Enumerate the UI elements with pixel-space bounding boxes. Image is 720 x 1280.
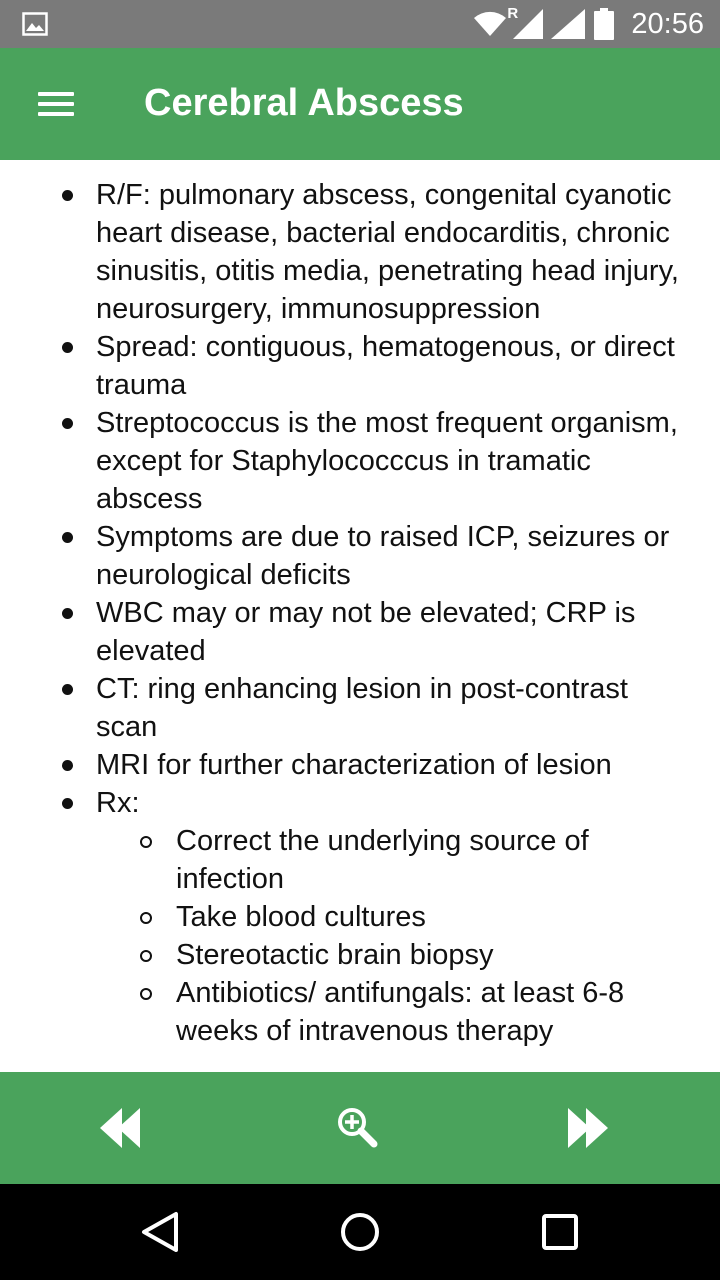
bullet-icon xyxy=(62,608,73,619)
list-item xyxy=(0,784,720,1050)
list-item xyxy=(0,670,720,746)
cell-signal-roaming-icon xyxy=(507,5,543,39)
list-item xyxy=(0,176,720,328)
bottom-toolbar xyxy=(0,1072,720,1184)
roaming-indicator: R xyxy=(507,5,519,22)
list-item-text: Streptococcus is the most frequent organism, except for Staphylococccus in tramatic abscess xyxy=(96,407,678,515)
sublist-item-text: Stereotactic brain biopsy xyxy=(176,939,494,971)
sublist-item xyxy=(96,936,692,974)
list-item-text: Symptoms are due to raised ICP, seizures or neurological deficits xyxy=(96,521,670,591)
image-notification-icon xyxy=(22,12,48,36)
home-icon[interactable] xyxy=(336,1208,384,1256)
bullet-icon xyxy=(62,418,73,429)
list-item-text: WBC may or may not be elevated; CRP is elevated xyxy=(96,597,636,667)
bullet-icon xyxy=(62,684,73,695)
sublist-item-text: Antibiotics/ antifungals: at least 6-8 weeks of intravenous therapy xyxy=(176,977,625,1047)
zoom-in-icon[interactable] xyxy=(330,1100,390,1156)
hollow-bullet-icon xyxy=(140,912,152,924)
status-icons xyxy=(465,0,704,48)
back-icon[interactable] xyxy=(136,1208,184,1256)
list-item xyxy=(0,328,720,404)
rx-sublist xyxy=(96,822,692,1050)
cell-signal-icon xyxy=(551,9,585,39)
list-item-text: CT: ring enhancing lesion in post-contrast scan xyxy=(96,673,628,743)
previous-icon[interactable] xyxy=(92,1100,152,1156)
bullet-list xyxy=(0,176,720,1050)
article-content[interactable] xyxy=(0,160,720,1072)
list-item xyxy=(0,594,720,670)
list-item xyxy=(0,518,720,594)
wifi-icon xyxy=(473,11,507,37)
battery-icon xyxy=(593,8,615,40)
bullet-icon xyxy=(62,342,73,353)
list-item-text: MRI for further characterization of lesion xyxy=(96,749,612,781)
hollow-bullet-icon xyxy=(140,836,152,848)
system-nav-bar xyxy=(0,1184,720,1280)
sublist-item xyxy=(96,974,692,1050)
bullet-icon xyxy=(62,532,73,543)
sublist-item-text: Take blood cultures xyxy=(176,901,426,933)
sublist-item-text: Correct the underlying source of infection xyxy=(176,825,589,895)
list-item-text: Spread: contiguous, hematogenous, or direct trauma xyxy=(96,331,675,401)
bullet-icon xyxy=(62,190,73,201)
list-item xyxy=(0,746,720,784)
status-clock: 20:56 xyxy=(631,7,704,40)
hollow-bullet-icon xyxy=(140,988,152,1000)
list-item-text: R/F: pulmonary abscess, congenital cyanotic heart disease, bacterial endocarditis, chronic sinusitis, otitis media, penetrating head injury, neurosurgery, immunosuppression xyxy=(96,179,679,325)
status-bar xyxy=(0,0,720,48)
app-bar xyxy=(0,48,720,160)
hollow-bullet-icon xyxy=(140,950,152,962)
bullet-icon xyxy=(62,760,73,771)
list-item-text: Rx: xyxy=(96,787,140,819)
bullet-icon xyxy=(62,798,73,809)
sublist-item xyxy=(96,898,692,936)
hamburger-menu-icon[interactable] xyxy=(36,88,76,120)
list-item xyxy=(0,404,720,518)
next-icon[interactable] xyxy=(556,1100,616,1156)
recent-apps-icon[interactable] xyxy=(536,1208,584,1256)
sublist-item xyxy=(96,822,692,898)
page-title: Cerebral Abscess xyxy=(144,82,464,124)
